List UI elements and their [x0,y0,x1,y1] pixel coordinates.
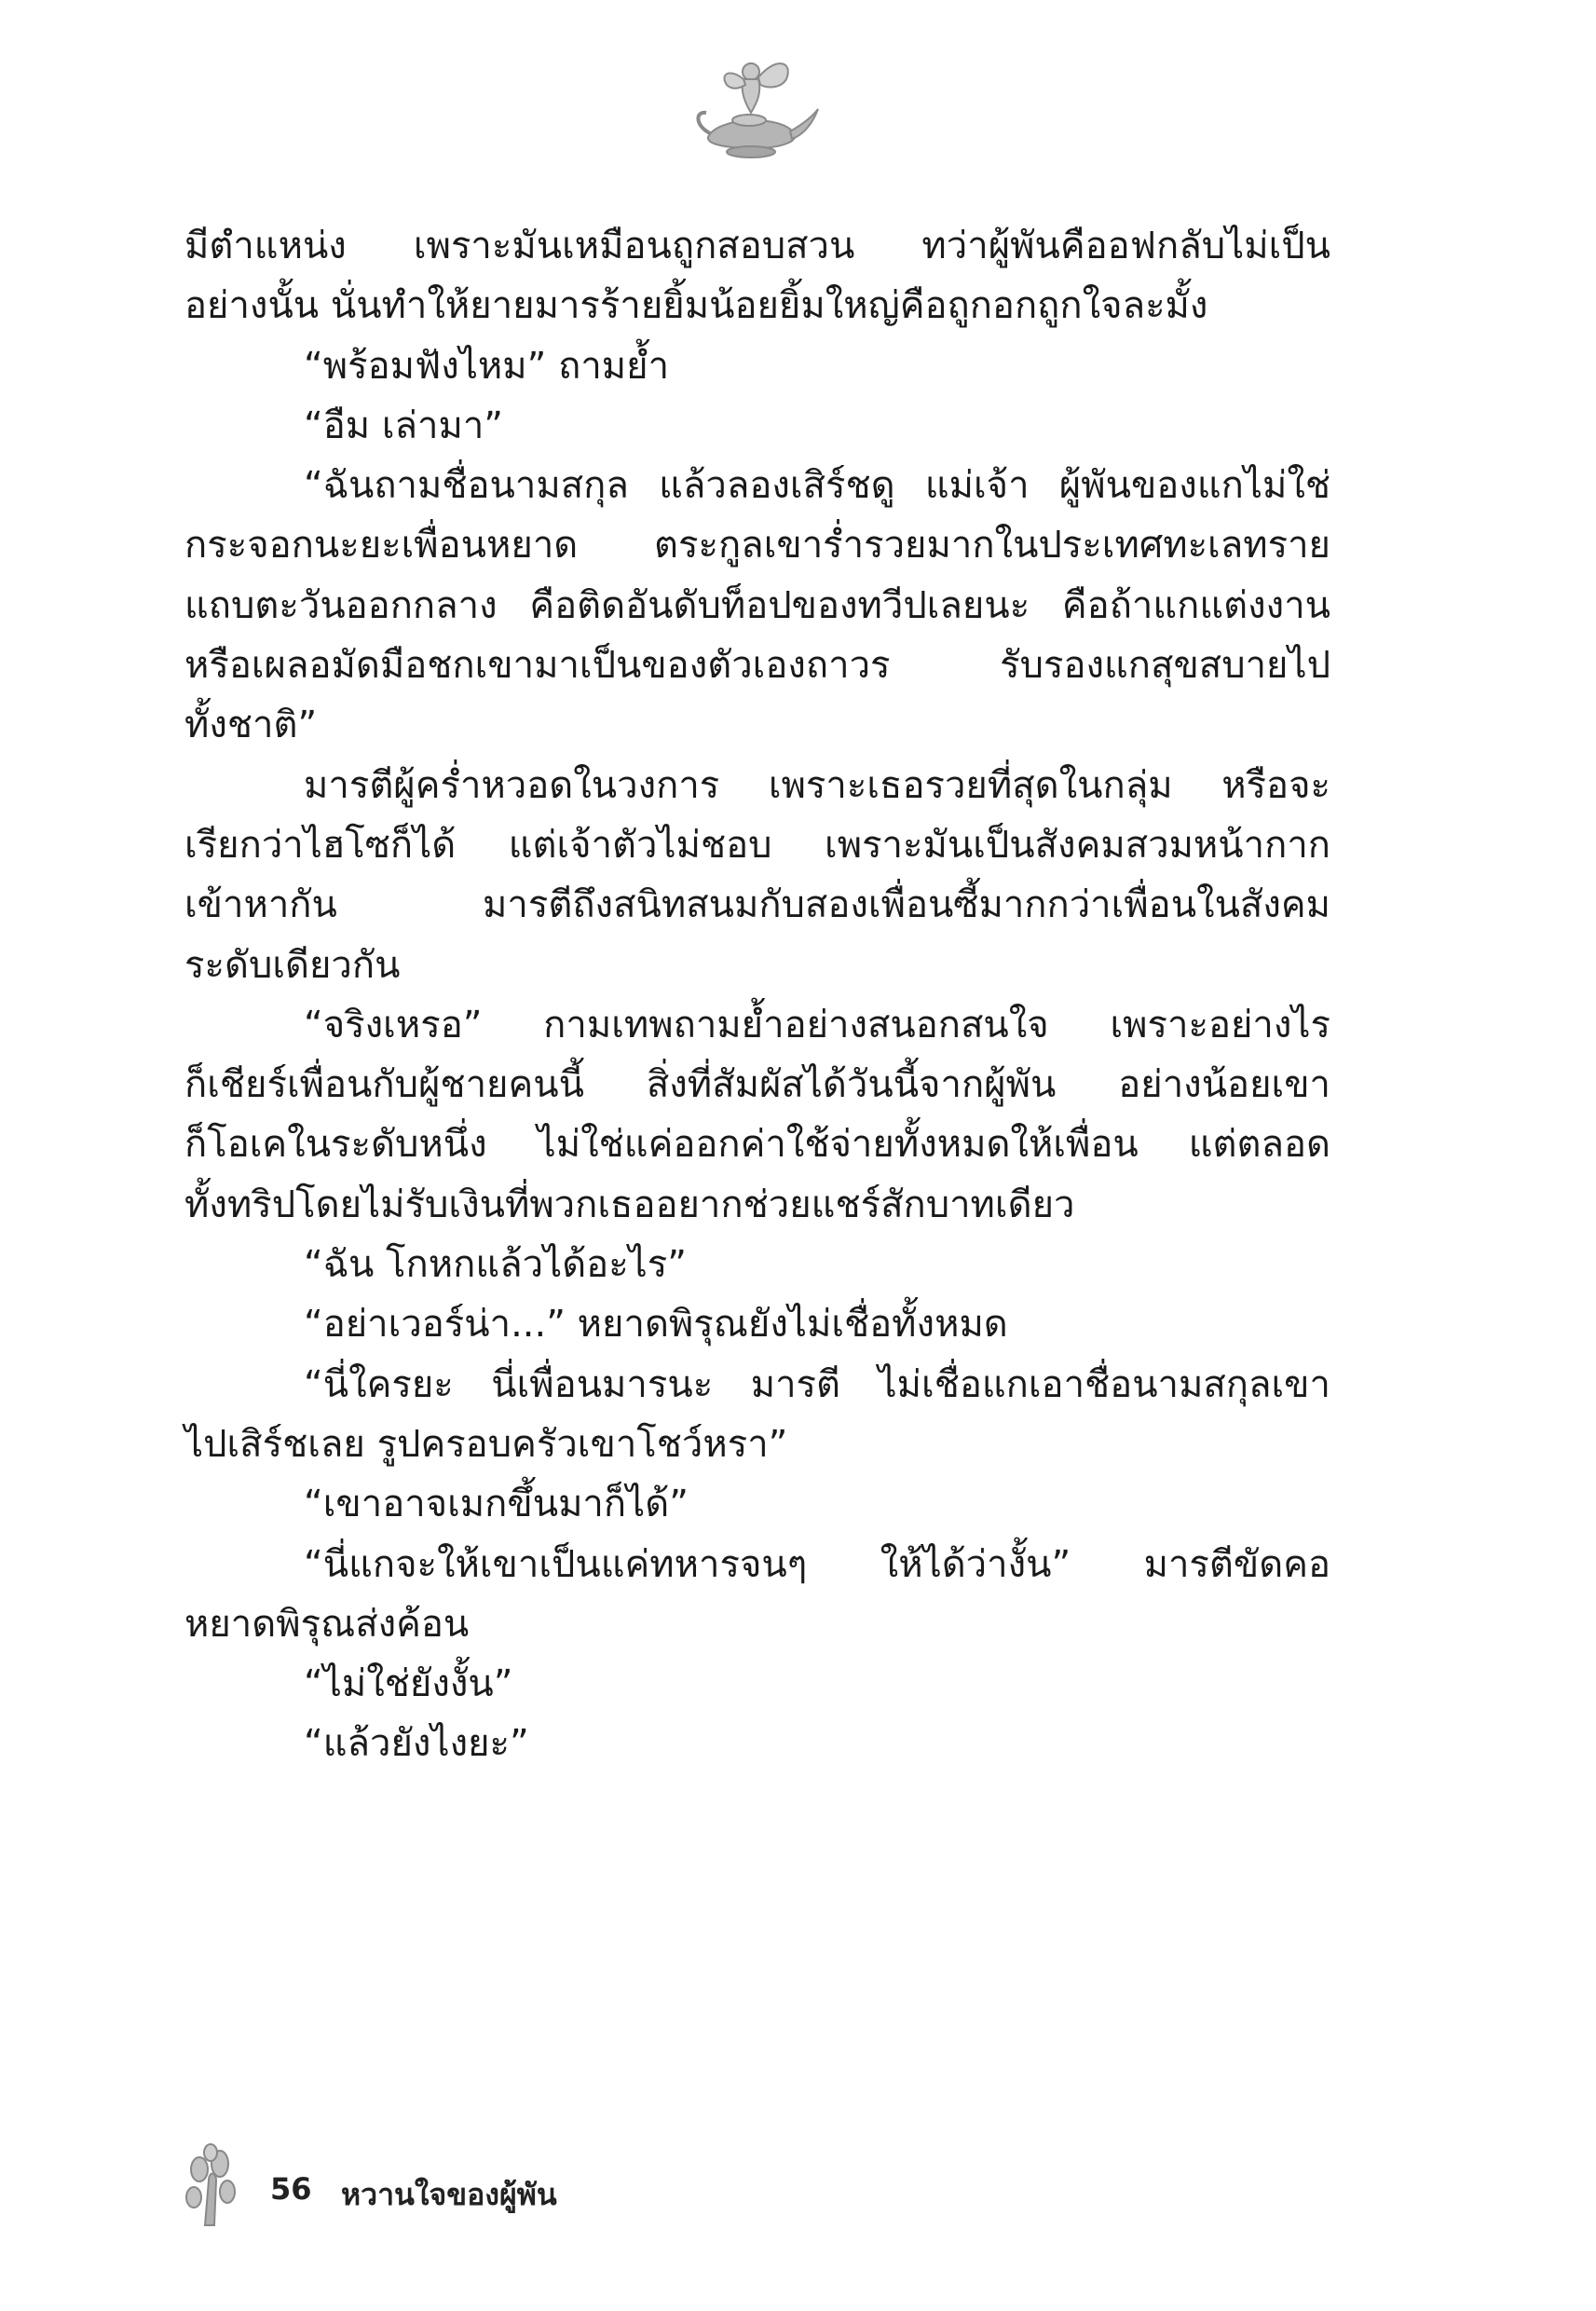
text-line: กระจอกนะยะเพื่อนหยาด ตระกูลเขาร่ำรวยมากในประเทศทะเลทราย [184,524,1330,567]
text-line: “นี่แกจะให้เขาเป็นแค่ทหารจนๆ ให้ได้ว่างั้น” มารตีขัดคอ [304,1542,1330,1586]
text-line: “ไม่ใช่ยังงั้น” [304,1662,513,1706]
text-line: “เขาอาจเมกขึ้นมาก็ได้” [304,1483,689,1526]
text-line: “อย่าเวอร์น่า...” หยาดพิรุณยังไม่เชื่อทั้งหมด [304,1303,1008,1347]
text-line: “อืม เล่ามา” [304,403,504,447]
genie-lamp-ornament-icon [689,51,820,163]
text-line: หยาดพิรุณส่งค้อน [184,1602,470,1646]
text-line: ก็โอเคในระดับหนึ่ง ไม่ใช่แค่ออกค่าใช้จ่ายทั้งหมดให้เพื่อน แต่ตลอด [184,1123,1330,1167]
text-line: “แล้วยังไงยะ” [304,1722,529,1766]
body-text [184,216,1330,1774]
page-footer [177,2143,829,2227]
text-line: “นี่ใครยะ นี่เพื่อนมารนะ มารตี ไม่เชื่อแกเอาชื่อนามสกุลเขา [304,1362,1330,1406]
text-line: ระดับเดียวกัน [184,943,401,987]
book-title: หวานใจของผู้พัน [341,2177,557,2212]
text-line: มีตำแหน่ง เพราะมันเหมือนถูกสอบสวน ทว่าผู้พันคืออฟกลับไม่เป็น [184,225,1330,267]
text-line: แถบตะวันออกกลาง คือติดอันดับท็อปของทวีปเลยนะ คือถ้าแกแต่งงาน [184,583,1330,627]
cactus-icon [177,2143,242,2227]
text-line: ทั้งชาติ” [184,704,318,747]
text-line: ทั้งทริปโดยไม่รับเงินที่พวกเธออยากช่วยแชร์สักบาทเดียว [184,1183,1075,1226]
text-line: “พร้อมฟังไหม” ถามย้ำ [304,344,670,388]
text-line: อย่างนั้น นั่นทำให้ยายมารร้ายยิ้มน้อยยิ้มใหญ่คือถูกอกถูกใจละมั้ง [184,284,1208,328]
text-line: เข้าหากัน มารตีถึงสนิทสนมกับสองเพื่อนซี้มากกว่าเพื่อนในสังคม [184,883,1330,927]
text-line: ก็เชียร์เพื่อนกับผู้ชายคนนี้ สิ่งที่สัมผัสได้วันนี้จากผู้พัน อย่างน้อยเขา [184,1063,1330,1107]
text-line: ไปเสิร์ชเลย รูปครอบครัวเขาโชว์หรา” [184,1422,788,1466]
text-line: หรือเผลอมัดมือชกเขามาเป็นของตัวเองถาวร รับรองแกสุขสบายไป [184,644,1330,688]
text-line: เรียกว่าไฮโซก็ได้ แต่เจ้าตัวไม่ชอบ เพราะมันเป็นสังคมสวมหน้ากาก [184,823,1330,867]
text-line: “จริงเหรอ” กามเทพถามย้ำอย่างสนอกสนใจ เพราะอย่างไร [304,1003,1330,1046]
text-line: “ฉันถามชื่อนามสกุล แล้วลองเสิร์ชดู แม่เจ้า ผู้พันของแกไม่ใช่ [304,464,1330,508]
text-line: “ฉัน โกหกแล้วได้อะไร” [304,1243,687,1287]
page-number: 56 [270,2171,312,2207]
text-line: มารตีผู้คร่ำหวอดในวงการ เพราะเธอรวยที่สุดในกลุ่ม หรือจะ [304,763,1330,807]
